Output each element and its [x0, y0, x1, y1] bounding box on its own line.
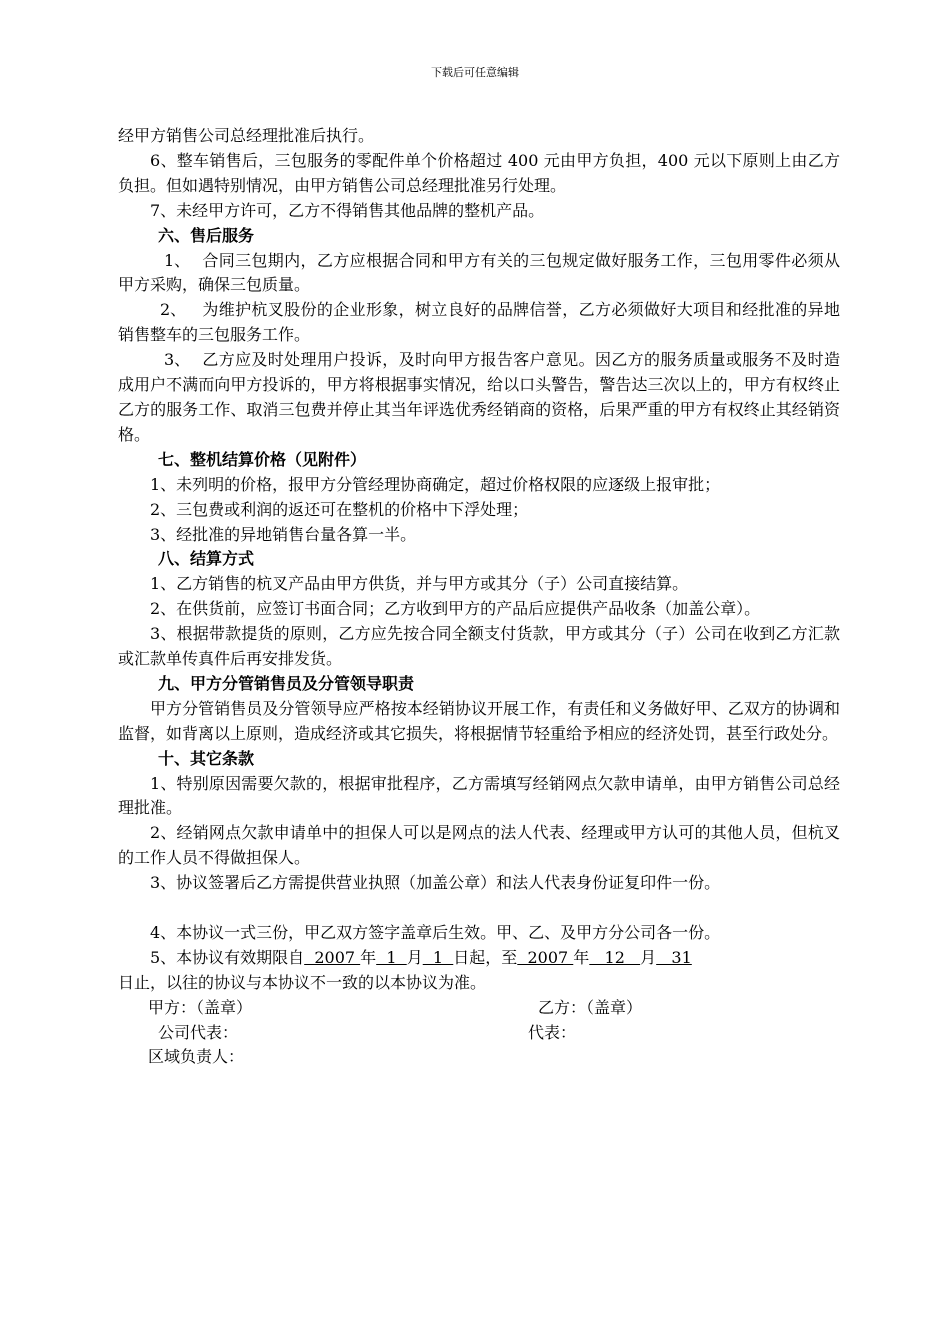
year-label: 年 — [360, 947, 377, 967]
duties-text: 甲方分管销售员及分管领导应严格按本经销协议开展工作，有责任和义务做好甲、乙双方的协调和监督，如背离以上原则，造成经济或其它损失，将根据情节轻重给予相应的经济处罚，甚至行政处分。 — [118, 698, 840, 743]
item-text: 乙方应及时处理用户投诉，及时向甲方报告客户意见。因乙方的服务质量或服务不及时造成用户不满而向甲方投诉的，甲方将根据事实情况，给以口头警告，警告达三次以上的，甲方有权终止乙方的服务工作、取消三包费并停止其当年评选优秀经销商的资格，后果严重的甲方有权终止其经销资格。 — [118, 350, 840, 444]
settlement-item-3: 3、根据带款提货的原则，乙方应先按合同全额支付货款，甲方或其分（子）公司在收到乙方汇款或汇款单传真件后再安排发货。 — [118, 624, 840, 669]
validity-prefix: 5、本协议有效期限自 — [150, 947, 305, 967]
signature-row-region — [118, 1045, 840, 1070]
month-label: 月 — [406, 947, 423, 967]
blank-line — [118, 896, 840, 921]
pricing-item-3: 3、经批准的异地销售台量各算一半。 — [150, 524, 417, 544]
company-representative: 公司代表： — [158, 1022, 239, 1042]
item-number: 1、 — [164, 250, 191, 270]
clause-5-item-7: 7、未经甲方许可，乙方不得销售其他品牌的整机产品。 — [150, 200, 545, 220]
day-from-label: 日起，至 — [453, 947, 518, 967]
page-header-note: 下载后可任意编辑 — [431, 66, 519, 79]
end-year: 2007 — [517, 947, 574, 967]
item-text: 为维护杭叉股份的企业形象，树立良好的品牌信誉，乙方必须做好大项目和经批准的异地销售整车的三包服务工作。 — [118, 300, 840, 345]
party-a-seal: 甲方：（盖章） — [148, 997, 253, 1017]
settlement-item-2: 2、在供货前，应签订书面合同；乙方收到甲方的产品后应提供产品收条（加盖公章）。 — [150, 599, 761, 619]
month-label-2: 月 — [640, 947, 657, 967]
party-b-representative: 代表： — [528, 1022, 577, 1042]
end-day: 31 — [656, 947, 692, 967]
after-sales-item-3 — [118, 348, 840, 448]
other-terms-item-1: 1、特别原因需要欠款的，根据审批程序，乙方需填写经销网点欠款申请单，由甲方销售公司总经理批准。 — [118, 773, 840, 818]
other-terms-item-3: 3、协议签署后乙方需提供营业执照（加盖公章）和法人代表身份证复印件一份。 — [150, 873, 721, 893]
start-month: 1 — [376, 947, 407, 967]
signature-row-parties — [118, 996, 840, 1021]
after-sales-item-2 — [118, 298, 840, 348]
pricing-item-1: 1、未列明的价格，报甲方分管经理协商确定，超过价格权限的应逐级上报审批； — [150, 474, 721, 494]
item-number: 3、 — [164, 350, 191, 370]
other-terms-item-4: 4、本协议一式三份，甲乙双方签字盖章后生效。甲、乙、及甲方分公司各一份。 — [150, 922, 721, 942]
end-month: 12 — [589, 947, 641, 967]
other-terms-item-5-validity — [118, 946, 840, 971]
other-terms-item-2: 2、经销网点欠款申请单中的担保人可以是网点的法人代表、经理或甲方认可的其他人员，但杭叉的工作人员不得做担保人。 — [118, 823, 840, 868]
settlement-item-1: 1、乙方销售的杭叉产品由甲方供货，并与甲方或其分（子）公司直接结算。 — [150, 574, 689, 594]
validity-suffix: 日止，以往的协议与本协议不一致的以本协议为准。 — [118, 972, 487, 992]
pricing-item-2: 2、三包费或利润的返还可在整机的价格中下浮处理； — [150, 499, 529, 519]
section-heading-after-sales: 六、售后服务 — [158, 225, 255, 245]
year-label-2: 年 — [573, 947, 590, 967]
section-heading-other-terms: 十、其它条款 — [158, 748, 255, 768]
item-text: 合同三包期内，乙方应根据合同和甲方有关的三包规定做好服务工作，三包用零件必须从甲方采购，确保三包质量。 — [118, 250, 840, 295]
section-heading-settlement: 八、结算方式 — [158, 549, 255, 569]
document-body — [118, 124, 840, 1070]
paragraph-continuation: 经甲方销售公司总经理批准后执行。 — [118, 126, 375, 145]
clause-5-item-6: 6、整车销售后，三包服务的零配件单个价格超过 400 元由甲方负担，400 元以下原则上由乙方负担。但如遇特别情况，由甲方销售公司总经理批准另行处理。 — [118, 150, 840, 195]
after-sales-item-1 — [118, 249, 840, 299]
signature-row-representatives — [118, 1021, 840, 1046]
section-heading-pricing: 七、整机结算价格（见附件） — [158, 449, 367, 469]
region-head: 区域负责人： — [148, 1047, 245, 1067]
section-heading-duties: 九、甲方分管销售员及分管领导职责 — [158, 673, 415, 693]
start-year: 2007 — [304, 947, 361, 967]
party-b-seal: 乙方：（盖章） — [538, 997, 643, 1017]
start-day: 1 — [422, 947, 454, 967]
item-number: 2、 — [160, 300, 187, 320]
